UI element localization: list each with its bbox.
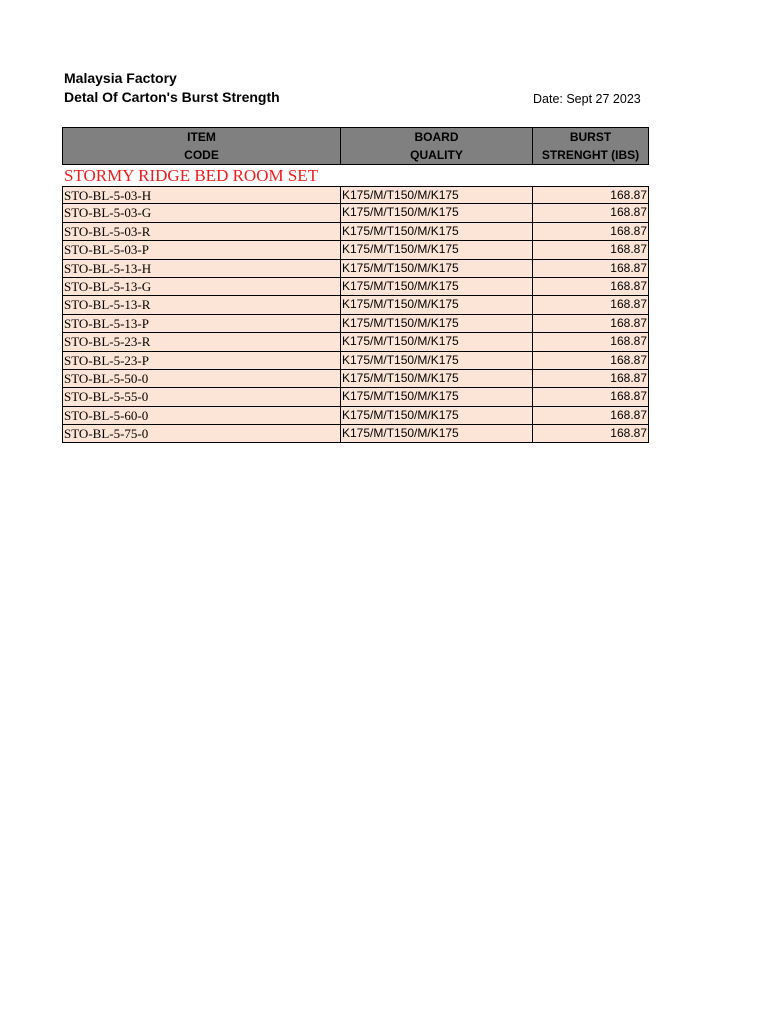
board-quality-cell: K175/M/T150/M/K175 xyxy=(341,204,533,222)
burst-strength-cell: 168.87 xyxy=(533,425,649,443)
table-row xyxy=(62,223,649,241)
burst-strength-cell: 168.87 xyxy=(533,223,649,241)
column-header-line: BOARD xyxy=(414,130,459,144)
item-code-cell: STO-BL-5-13-G xyxy=(62,278,341,296)
item-code-cell: STO-BL-5-13-R xyxy=(62,296,341,314)
burst-strength-cell: 168.87 xyxy=(533,315,649,333)
column-header-line: CODE xyxy=(184,148,219,162)
table-row xyxy=(62,407,649,425)
section-title: STORMY RIDGE BED ROOM SET xyxy=(64,166,319,185)
item-code-cell: STO-BL-5-23-R xyxy=(62,333,341,351)
table-row xyxy=(62,278,649,296)
item-code-cell: STO-BL-5-13-H xyxy=(62,260,341,278)
board-quality-cell: K175/M/T150/M/K175 xyxy=(341,260,533,278)
table-row xyxy=(62,425,649,443)
burst-strength-cell: 168.87 xyxy=(533,204,649,222)
burst-strength-cell: 168.87 xyxy=(533,333,649,351)
burst-strength-cell: 168.87 xyxy=(533,296,649,314)
table-row xyxy=(62,352,649,370)
column-header-burst-strength xyxy=(533,127,649,165)
column-header-line: BURST xyxy=(569,130,612,144)
table-header-row xyxy=(62,127,649,165)
item-code-cell: STO-BL-5-03-R xyxy=(62,223,341,241)
board-quality-cell: K175/M/T150/M/K175 xyxy=(341,333,533,351)
board-quality-cell: K175/M/T150/M/K175 xyxy=(341,315,533,333)
table-row xyxy=(62,296,649,314)
table-row xyxy=(62,204,649,222)
item-code-cell: STO-BL-5-03-G xyxy=(62,204,341,222)
table-body xyxy=(62,186,649,443)
burst-strength-cell: 168.87 xyxy=(533,407,649,425)
item-code-cell: STO-BL-5-75-0 xyxy=(62,425,341,443)
board-quality-cell: K175/M/T150/M/K175 xyxy=(341,425,533,443)
table-row xyxy=(62,388,649,406)
board-quality-cell: K175/M/T150/M/K175 xyxy=(341,388,533,406)
table-row xyxy=(62,241,649,259)
board-quality-cell: K175/M/T150/M/K175 xyxy=(341,186,533,204)
item-code-cell: STO-BL-5-55-0 xyxy=(62,388,341,406)
item-code-cell: STO-BL-5-23-P xyxy=(62,352,341,370)
burst-strength-cell: 168.87 xyxy=(533,352,649,370)
table-row xyxy=(62,333,649,351)
board-quality-cell: K175/M/T150/M/K175 xyxy=(341,296,533,314)
burst-strength-table xyxy=(62,127,649,443)
column-header-item-code xyxy=(62,127,341,165)
burst-strength-cell: 168.87 xyxy=(533,388,649,406)
item-code-cell: STO-BL-5-50-0 xyxy=(62,370,341,388)
column-header-board-quality xyxy=(341,127,533,165)
board-quality-cell: K175/M/T150/M/K175 xyxy=(341,241,533,259)
board-quality-cell: K175/M/T150/M/K175 xyxy=(341,370,533,388)
column-header-line: QUALITY xyxy=(410,148,463,162)
item-code-cell: STO-BL-5-03-H xyxy=(62,186,341,204)
item-code-cell: STO-BL-5-60-0 xyxy=(62,407,341,425)
board-quality-cell: K175/M/T150/M/K175 xyxy=(341,278,533,296)
burst-strength-cell: 168.87 xyxy=(533,278,649,296)
table-row xyxy=(62,315,649,333)
table-row xyxy=(62,186,649,204)
item-code-cell: STO-BL-5-03-P xyxy=(62,241,341,259)
company-name: Malaysia Factory xyxy=(64,70,177,86)
board-quality-cell: K175/M/T150/M/K175 xyxy=(341,223,533,241)
board-quality-cell: K175/M/T150/M/K175 xyxy=(341,352,533,370)
burst-strength-cell: 168.87 xyxy=(533,186,649,204)
burst-strength-cell: 168.87 xyxy=(533,241,649,259)
burst-strength-cell: 168.87 xyxy=(533,260,649,278)
document-title: Detal Of Carton's Burst Strength xyxy=(64,89,280,105)
table-row xyxy=(62,260,649,278)
burst-strength-cell: 168.87 xyxy=(533,370,649,388)
column-header-line: ITEM xyxy=(187,130,216,144)
board-quality-cell: K175/M/T150/M/K175 xyxy=(341,407,533,425)
table-row xyxy=(62,370,649,388)
item-code-cell: STO-BL-5-13-P xyxy=(62,315,341,333)
column-header-line: STRENGHT (IBS) xyxy=(541,148,640,162)
document-date: Date: Sept 27 2023 xyxy=(533,92,641,106)
